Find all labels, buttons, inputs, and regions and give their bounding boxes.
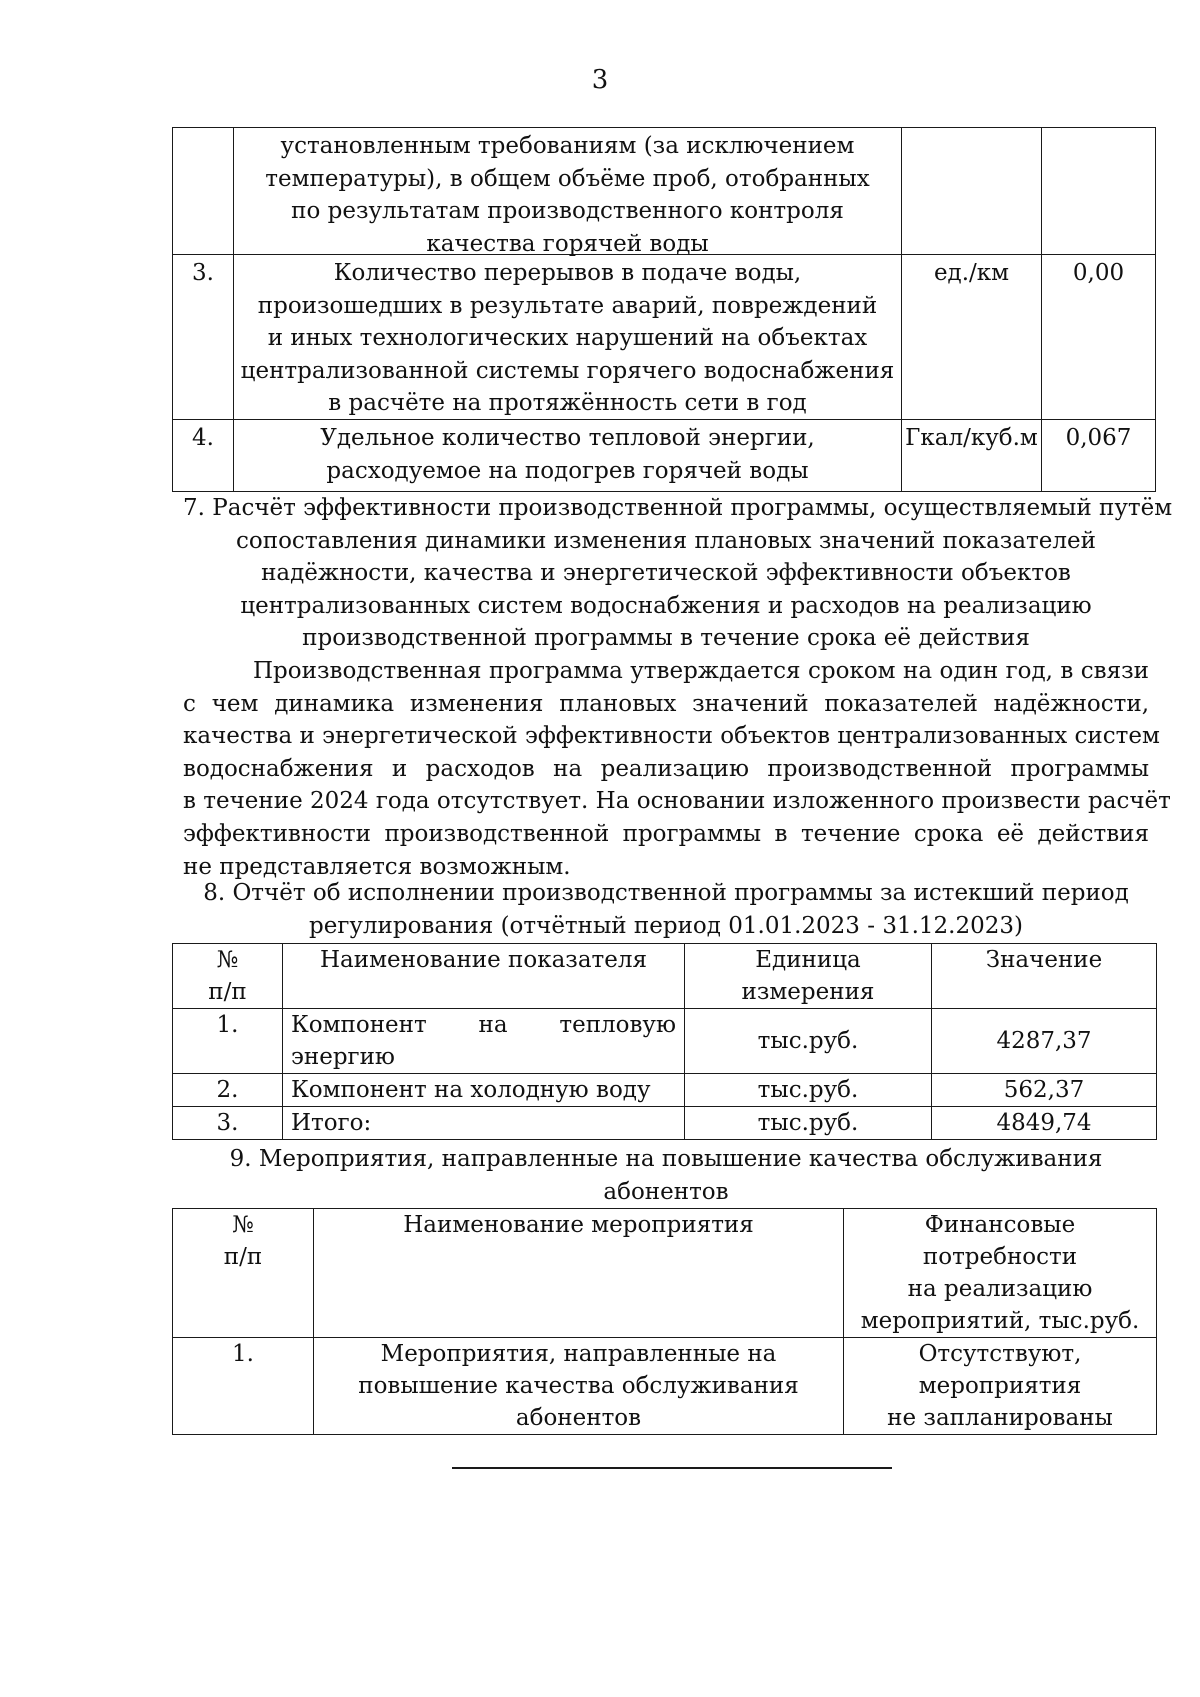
heading-line: регулирования (отчётный период 01.01.2023 - 31.12.2023) xyxy=(309,912,1023,939)
cell-text-line: не запланированы xyxy=(887,1405,1113,1431)
header-name: Наименование показателя xyxy=(283,944,685,1009)
row-number-cell: 1. xyxy=(173,1338,314,1435)
header-text: Единица xyxy=(755,947,861,973)
heading-line: 8. Отчёт об исполнении производственной программы за истекший период xyxy=(203,880,1129,906)
heading-line: сопоставления динамики изменения плановых значений показателей xyxy=(236,527,1096,554)
unit-cell: тыс.руб. xyxy=(685,1009,932,1074)
unit-cell: тыс.руб. xyxy=(685,1074,932,1107)
cell-text-line: Количество перерывов в подаче воды, xyxy=(333,260,802,286)
header-text: п/п xyxy=(208,979,247,1005)
table-header-row xyxy=(173,1209,1157,1338)
indicator-name-cell xyxy=(234,255,902,419)
table-row xyxy=(173,1009,1157,1074)
unit-cell: Гкал/куб.м xyxy=(902,420,1042,491)
indicators-table-continuation xyxy=(172,127,1156,492)
program-report-table xyxy=(172,943,1156,1140)
finance-cell xyxy=(844,1338,1157,1435)
value-cell: 4849,74 xyxy=(932,1107,1157,1140)
row-number-cell: 3. xyxy=(173,255,234,419)
service-measures-table xyxy=(172,1208,1156,1435)
cell-text-line: расходуемое на подогрев горячей воды xyxy=(326,457,809,484)
page-number: 3 xyxy=(591,65,609,95)
heading-line: централизованных систем водоснабжения и расходов на реализацию xyxy=(240,592,1092,619)
cell-text-line: Мероприятия, направленные на xyxy=(380,1341,777,1367)
table-row xyxy=(172,255,1156,420)
cell-text-line: установленным требованиям (за исключением xyxy=(280,133,855,159)
heading-line: абонентов xyxy=(603,1178,729,1205)
section-8-heading xyxy=(183,877,1149,942)
heading-line: 7. Расчёт эффективности производственной программы, осуществляемый путём xyxy=(183,495,1173,521)
section-7-heading xyxy=(183,492,1173,655)
indicator-name-cell: Компонент на холодную воду xyxy=(283,1074,685,1107)
cell-text-line: Отсутствуют, xyxy=(918,1341,1082,1367)
table-row xyxy=(172,420,1156,492)
cell-text-line: температуры), в общем объёме проб, отобранных xyxy=(265,165,870,192)
header-text: Финансовые xyxy=(924,1212,1076,1238)
paragraph-line: качества и энергетической эффективности объектов централизованных систем xyxy=(183,723,1160,750)
header-text: мероприятий, тыс.руб. xyxy=(860,1308,1140,1334)
end-separator-line xyxy=(452,1467,892,1469)
heading-line: 9. Мероприятия, направленные на повышение качества обслуживания xyxy=(229,1146,1103,1172)
cell-text-line: качества горячей воды xyxy=(426,230,709,257)
header-number xyxy=(173,1209,314,1338)
indicator-name-cell xyxy=(283,1009,685,1074)
cell-text-line: Компонент на тепловую xyxy=(291,1012,676,1038)
table-row xyxy=(173,1338,1157,1435)
table-row xyxy=(173,1107,1157,1140)
paragraph-line: не представляется возможным. xyxy=(183,853,571,880)
cell-text-line: Удельное количество тепловой энергии, xyxy=(320,425,815,451)
paragraph-line: Производственная программа утверждается сроком на один год, в связи xyxy=(253,658,1149,684)
indicator-name-cell xyxy=(234,420,902,491)
value-cell: 0,067 xyxy=(1065,425,1132,451)
header-text: № xyxy=(216,947,239,973)
indicator-name-cell xyxy=(234,128,902,257)
row-number-cell: 2. xyxy=(173,1074,283,1107)
value-cell: 4287,37 xyxy=(932,1009,1157,1074)
cell-text-line: по результатам производственного контроля xyxy=(291,198,844,225)
header-value: Значение xyxy=(932,944,1157,1009)
row-number-cell: 4. xyxy=(173,420,234,491)
cell-text-line: энергию xyxy=(291,1044,395,1070)
section-9-heading xyxy=(183,1143,1149,1208)
cell-text-line: в расчёте на протяжённость сети в год xyxy=(328,390,807,417)
unit-cell xyxy=(902,128,1042,254)
cell-text-line: и иных технологических нарушений на объектах xyxy=(267,325,868,352)
value-cell: 0,00 xyxy=(1072,260,1125,286)
row-number-cell xyxy=(173,128,234,254)
paragraph-line: водоснабжения и расходов на реализацию производственной программы xyxy=(183,755,1149,782)
indicator-name-cell: Итого: xyxy=(283,1107,685,1140)
unit-cell: ед./км xyxy=(902,255,1042,419)
header-name: Наименование мероприятия xyxy=(314,1209,844,1338)
cell-text-line: повышение качества обслуживания xyxy=(358,1373,799,1399)
header-text: потребности xyxy=(922,1244,1078,1270)
cell-text-line: мероприятия xyxy=(918,1373,1082,1399)
heading-line: производственной программы в течение срока её действия xyxy=(302,625,1030,652)
table-row xyxy=(173,1074,1157,1107)
unit-cell: тыс.руб. xyxy=(685,1107,932,1140)
cell-text-line: абонентов xyxy=(515,1405,642,1431)
cell-text-line: централизованной системы горячего водоснабжения xyxy=(240,357,895,384)
table-header-row xyxy=(173,944,1157,1009)
paragraph-line: с чем динамика изменения плановых значений показателей надёжности, xyxy=(183,690,1149,717)
cell-text-line: произошедших в результате аварий, повреждений xyxy=(257,292,878,319)
row-number-cell: 3. xyxy=(173,1107,283,1140)
row-number-cell: 1. xyxy=(173,1009,283,1074)
header-text: п/п xyxy=(223,1244,263,1270)
header-text: № xyxy=(232,1212,254,1238)
heading-line: надёжности, качества и энергетической эффективности объектов xyxy=(261,560,1071,587)
measure-name-cell xyxy=(314,1338,844,1435)
paragraph-line: в течение 2024 года отсутствует. На основании изложенного произвести расчёт xyxy=(183,788,1171,815)
table-row xyxy=(172,127,1156,255)
header-text: на реализацию xyxy=(907,1276,1093,1302)
header-unit xyxy=(685,944,932,1009)
paragraph-line: эффективности производственной программы в течение срока её действия xyxy=(183,820,1149,847)
section-7-paragraph xyxy=(183,655,1171,883)
header-finance xyxy=(844,1209,1157,1338)
header-number xyxy=(173,944,283,1009)
value-cell: 562,37 xyxy=(932,1074,1157,1107)
header-text: измерения xyxy=(741,979,875,1005)
value-cell xyxy=(1042,128,1155,254)
